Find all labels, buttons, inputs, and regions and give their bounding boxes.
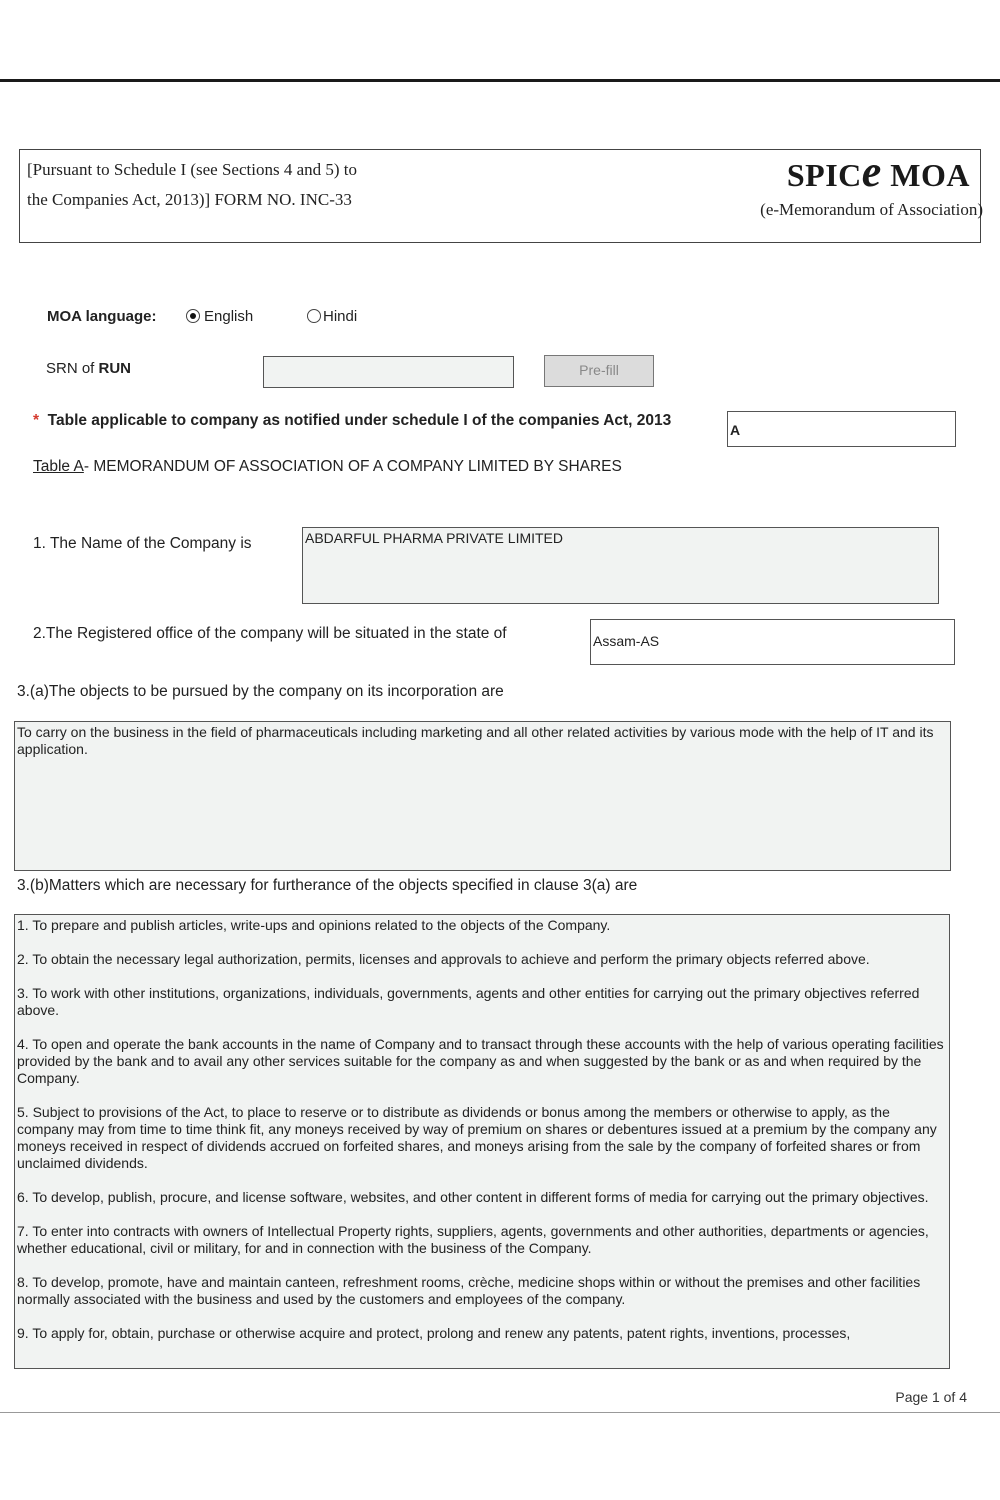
table-a-link[interactable]: Table A [33,458,84,475]
matters-field[interactable] [14,914,950,1369]
moa-language-label: MOA language: [47,308,157,325]
spice-moa-title [787,146,970,197]
radio-hindi[interactable] [307,308,357,325]
radio-english-circle[interactable] [186,309,200,323]
radio-english-label: English [204,308,254,325]
form-subtitle: (e-Memorandum of Association) [760,200,983,219]
srn-label-prefix: SRN of [46,360,99,377]
table-applicable-label: Table applicable to company as notified under schedule I of the companies Act, 2013 [47,412,672,429]
matters-item-6: 6. To develop, publish, procure, and license software, websites, and other content in different forms of media for carrying out the primary objectives. [17,1189,929,1205]
radio-english[interactable] [186,308,253,325]
matters-item-9: 9. To apply for, obtain, purchase or otherwise acquire and protect, prolong and renew any patents, patent rights, inventions, processes, [17,1325,851,1341]
matters-item-3: 3. To work with other institutions, organizations, individuals, governments, agents and other entities for carrying out the primary objectives referred above. [17,985,920,1018]
company-name-field[interactable]: ABDARFUL PHARMA PRIVATE LIMITED [302,527,939,604]
registered-office-label: 2.The Registered office of the company will be situated in the state of [33,625,507,642]
matters-item-8: 8. To develop, promote, have and maintain canteen, refreshment rooms, crèche, medicine shops within or without the premises and other facilities normally associated with the business and used by the customers and employees of the company. [17,1274,921,1307]
form-citation [27,155,357,215]
objects-label: 3.(a)The objects to be pursued by the company on its incorporation are [17,683,504,700]
citation-line-2: the Companies Act, 2013)] FORM NO. INC-33 [27,190,352,209]
top-rule [0,79,1000,82]
table-applicable-field[interactable]: A [727,411,956,447]
objects-field[interactable]: To carry on the business in the field of pharmaceuticals including marketing and all other related activities by various mode with the help of IT and its application. [14,721,951,871]
page-number: Page 1 of 4 [895,1389,967,1405]
radio-hindi-label: Hindi [323,308,358,325]
matters-item-1: 1. To prepare and publish articles, write-ups and opinions related to the objects of the Company. [17,917,611,933]
required-mark: * [33,412,40,429]
table-a-heading [33,458,622,476]
matters-item-2: 2. To obtain the necessary legal authorization, permits, licenses and approvals to achieve and perform the primary objects referred above. [17,951,870,967]
spice-suffix: MOA [881,157,970,193]
matters-item-4: 4. To open and operate the bank accounts in the name of Company and to transact through these accounts with the help of various operating facilities provided by the bank and to avail any other services suitable for the company as and when suggested by the bank or as and when required by the Company. [17,1036,944,1086]
matters-item-5: 5. Subject to provisions of the Act, to place to reserve or to distribute as dividends or bonus among the members or otherwise to apply, as the company may from time to time think fit, any moneys received by way of premium on shares or debentures issued at a premium by the company any moneys received in respect of dividends accrued on forfeited shares, and moneys arising from the sale by the company of forfeited shares or from unclaimed dividends. [17,1104,937,1171]
citation-line-1: [Pursuant to Schedule I (see Sections 4 and 5) to [27,160,358,179]
spice-e: e [861,147,882,196]
bottom-rule [0,1412,1000,1413]
table-applicable-label-row [33,412,671,430]
srn-label [46,360,131,377]
spice-prefix: SPIC [786,157,862,193]
matters-item-7: 7. To enter into contracts with owners of Intellectual Property rights, suppliers, agents, governments and other authorities, departments or agencies, whether educational, civil or military, for and in connection with the business of the Company. [17,1223,929,1256]
radio-hindi-circle[interactable] [307,309,321,323]
matters-label: 3.(b)Matters which are necessary for furtherance of the objects specified in clause 3(a) are [17,877,638,894]
srn-label-run: RUN [98,360,132,377]
srn-input[interactable] [263,356,514,388]
company-name-label: 1. The Name of the Company is [33,535,252,552]
prefill-button[interactable]: Pre-fill [544,355,654,387]
registered-office-field[interactable]: Assam-AS [590,619,955,665]
table-a-text: - MEMORANDUM OF ASSOCIATION OF A COMPANY LIMITED BY SHARES [83,458,622,475]
